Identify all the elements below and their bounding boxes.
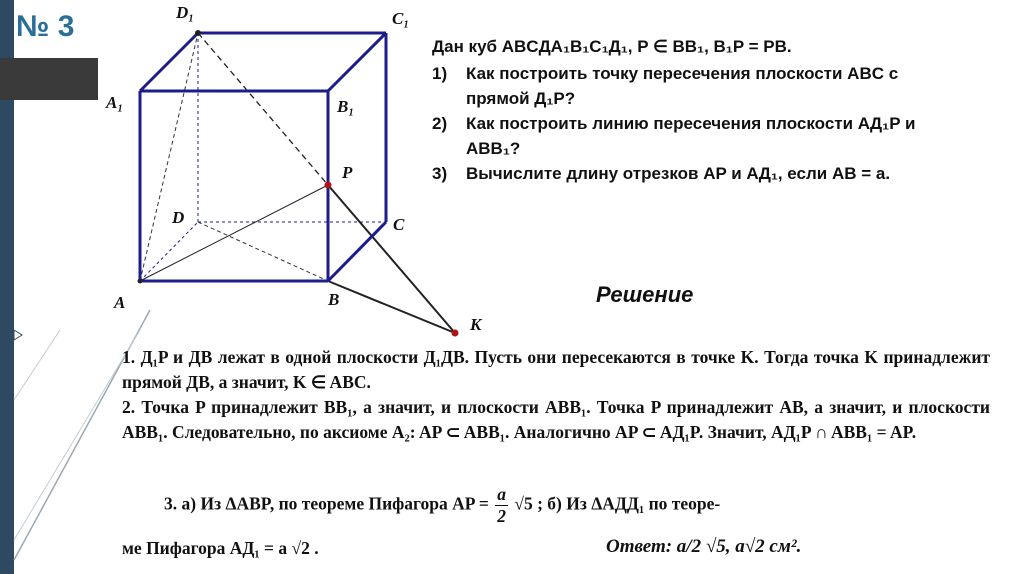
solution-text	[122, 345, 990, 445]
solution-step-3b: ме Пифагора AД₁ = a √2 .	[122, 538, 319, 558]
task-item-number: 2)	[432, 114, 448, 133]
cube-figure	[100, 0, 480, 340]
label-A1: A₁	[106, 93, 124, 112]
fraction	[495, 484, 508, 527]
slide-number: № 3	[16, 10, 75, 43]
solution-step-3	[164, 484, 720, 527]
task-title: Дан куб ABCДA₁B₁C₁Д₁, P ∈ BB₁, B₁P = PB.	[432, 37, 792, 56]
label-B1: B₁	[337, 97, 355, 116]
answer: Ответ: a/2 √5, a√2 см².	[606, 536, 802, 557]
solution-heading: Решение	[596, 282, 694, 307]
label-K: K	[470, 315, 482, 334]
task-statement	[432, 34, 942, 186]
label-D: D	[172, 208, 185, 227]
label-C: C	[393, 215, 405, 234]
fraction-numerator: a	[497, 484, 506, 504]
step3-prefix: 3. а) Из ΔABP, по теореме Пифагора AP =	[164, 493, 489, 514]
task-list	[432, 61, 942, 186]
solution-step-1: 1. Д₁P и ДB лежат в одной плоскости Д₁ДB. Пусть они пересекаются в точке K. Тогда точка K принадлежит прямой ДB, а значит, K ∈ ABC.	[122, 347, 990, 392]
fraction-denominator: 2	[497, 506, 506, 526]
task-item-text: Вычислите длину отрезков AP и AД₁, если AB = a.	[466, 164, 891, 183]
task-item	[432, 111, 942, 161]
step3-suffix: ; б) Из ΔAДД₁ по теоре-	[537, 493, 721, 514]
sqrt-five: √5	[514, 493, 533, 514]
label-B: B	[328, 290, 340, 309]
task-item	[432, 61, 942, 111]
task-item-text: Как построить линию пересечения плоскости AД₁P и ABB₁?	[466, 114, 916, 158]
task-item-number: 1)	[432, 64, 448, 83]
label-C1: C₁	[392, 9, 410, 28]
label-P: P	[342, 163, 353, 182]
task-item-number: 3)	[432, 164, 448, 183]
solution-step-2: 2. Точка P принадлежит BB₁, а значит, и плоскости ABB₁. Точка P принадлежит AB, а значит, и плоскости ABB₁. Следовательно, по аксиоме A₂: AP ⊂ ABB₁. Аналогично AP ⊂ AД₁P. Значит, AД₁P ∩ ABB₁ = AP.	[122, 397, 990, 442]
label-D1: D₁	[176, 3, 195, 22]
task-item	[432, 161, 942, 186]
label-A: A	[114, 293, 126, 312]
task-item-text: Как построить точку пересечения плоскости ABC с прямой Д₁P?	[466, 64, 899, 108]
